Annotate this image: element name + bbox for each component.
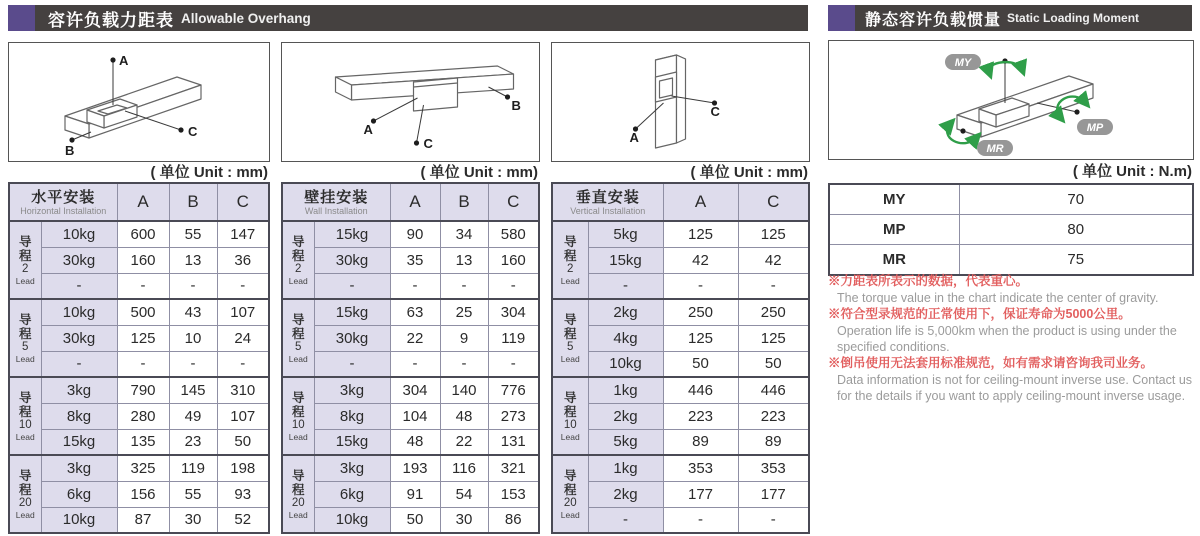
table-row: [9, 351, 269, 377]
load-cell: -: [314, 351, 390, 377]
lead-group-label: 导 程 5 Lead: [9, 299, 41, 377]
rail-isometric-drawing: [282, 43, 539, 161]
value-cell: 22: [390, 325, 440, 351]
table-row: [9, 429, 269, 455]
load-cell: 2kg: [588, 299, 663, 325]
rail-moment-drawing: [829, 41, 1193, 159]
load-cell: 30kg: [314, 247, 390, 273]
value-cell: 131: [488, 429, 539, 455]
table-row: [552, 273, 809, 299]
value-cell: 50: [217, 429, 269, 455]
moment-label: MR: [829, 245, 959, 276]
unit-label-mm: ( 单位 Unit : mm): [150, 164, 268, 181]
value-cell: 125: [117, 325, 169, 351]
value-cell: 140: [440, 377, 488, 403]
table-row: [282, 403, 539, 429]
value-cell: 223: [738, 403, 809, 429]
table-row: [552, 377, 809, 403]
value-cell: 304: [488, 299, 539, 325]
lead-group-label: 导 程 2 Lead: [9, 221, 41, 299]
load-cell: -: [41, 273, 117, 299]
load-cell: -: [588, 507, 663, 533]
value-cell: 790: [117, 377, 169, 403]
load-cell: 6kg: [41, 481, 117, 507]
table-row: [9, 455, 269, 481]
unit-label-mm: ( 单位 Unit : mm): [690, 164, 808, 181]
table-row: [282, 221, 539, 247]
table-row: [829, 184, 1193, 215]
table-row: [282, 481, 539, 507]
value-cell: 42: [663, 247, 738, 273]
load-cell: -: [588, 273, 663, 299]
load-cell: 15kg: [314, 429, 390, 455]
load-cell: 15kg: [314, 299, 390, 325]
value-cell: 30: [169, 507, 217, 533]
value-cell: 325: [117, 455, 169, 481]
value-cell: 107: [217, 299, 269, 325]
value-cell: 22: [440, 429, 488, 455]
lead-group-label: 导 程 20 Lead: [282, 455, 314, 533]
value-cell: 580: [488, 221, 539, 247]
value-cell: 87: [117, 507, 169, 533]
value-cell: 156: [117, 481, 169, 507]
load-cell: 10kg: [41, 299, 117, 325]
load-cell: 4kg: [588, 325, 663, 351]
rail-isometric-drawing: [552, 43, 809, 161]
note-zh: ※符合型录规范的正常使用下，保证寿命为5000公里。: [828, 307, 1131, 321]
value-cell: 63: [390, 299, 440, 325]
table-row: [9, 403, 269, 429]
value-cell: 198: [217, 455, 269, 481]
point-label-c: C: [710, 104, 720, 119]
value-cell: -: [440, 351, 488, 377]
horizontal-installation-table: [8, 182, 270, 534]
column-header-a: A: [390, 183, 440, 221]
value-cell: 107: [217, 403, 269, 429]
lead-group-label: 导 程 20 Lead: [552, 455, 588, 533]
lead-group-label: 导 程 2 Lead: [552, 221, 588, 299]
note-item: [828, 306, 1200, 355]
value-cell: 36: [217, 247, 269, 273]
value-cell: -: [169, 351, 217, 377]
value-cell: 250: [738, 299, 809, 325]
lead-group-label: 导 程 5 Lead: [282, 299, 314, 377]
table-row: [9, 377, 269, 403]
value-cell: 353: [738, 455, 809, 481]
value-cell: 54: [440, 481, 488, 507]
table-row: [552, 507, 809, 533]
table-row: [829, 245, 1193, 276]
value-cell: -: [663, 507, 738, 533]
point-label-b: B: [65, 143, 75, 158]
note-en: Data information is not for ceiling-mount inverse use. Contact us for the details if you want to apply ceiling-mount inverse usage.: [837, 373, 1193, 403]
value-cell: 104: [390, 403, 440, 429]
load-cell: 2kg: [588, 481, 663, 507]
installation-header: 垂直安装 Vertical Installation: [552, 183, 663, 221]
value-cell: 25: [440, 299, 488, 325]
value-cell: 89: [663, 429, 738, 455]
table-row: [282, 351, 539, 377]
note-zh: ※倒吊使用无法套用标准规范，如有需求请咨询我司业务。: [828, 356, 1154, 370]
value-cell: 177: [738, 481, 809, 507]
table-row: [282, 429, 539, 455]
value-cell: -: [738, 507, 809, 533]
value-cell: 304: [390, 377, 440, 403]
load-cell: 30kg: [314, 325, 390, 351]
value-cell: 446: [663, 377, 738, 403]
table-row: [282, 455, 539, 481]
value-cell: 34: [440, 221, 488, 247]
value-cell: 250: [663, 299, 738, 325]
table-row: [9, 299, 269, 325]
table-row: [282, 299, 539, 325]
value-cell: 23: [169, 429, 217, 455]
table-row: [282, 273, 539, 299]
value-cell: -: [440, 273, 488, 299]
value-cell: 9: [440, 325, 488, 351]
value-cell: 93: [217, 481, 269, 507]
table-row: [552, 221, 809, 247]
value-cell: 119: [169, 455, 217, 481]
mr-badge: MR: [986, 143, 1004, 155]
load-cell: 15kg: [314, 221, 390, 247]
value-cell: 125: [663, 325, 738, 351]
note-zh: ※力距表所表示的数据，代表重心。: [828, 274, 1029, 288]
table-row: [9, 481, 269, 507]
moment-value: 80: [959, 215, 1193, 245]
table-row: [552, 247, 809, 273]
load-cell: 30kg: [41, 325, 117, 351]
value-cell: 119: [488, 325, 539, 351]
mp-badge: MP: [1086, 122, 1104, 134]
value-cell: 91: [390, 481, 440, 507]
moment-value: 75: [959, 245, 1193, 276]
value-cell: -: [169, 273, 217, 299]
note-item: [828, 273, 1200, 306]
column-header-c: C: [488, 183, 539, 221]
value-cell: -: [488, 351, 539, 377]
load-cell: 15kg: [588, 247, 663, 273]
value-cell: 48: [390, 429, 440, 455]
load-cell: 10kg: [41, 507, 117, 533]
value-cell: 153: [488, 481, 539, 507]
vertical-installation-table: [551, 182, 810, 534]
table-row: [829, 215, 1193, 245]
note-item: [828, 355, 1200, 404]
column-header-c: C: [217, 183, 269, 221]
moment-label: MP: [829, 215, 959, 245]
value-cell: 125: [738, 325, 809, 351]
lead-group-label: 导 程 10 Lead: [552, 377, 588, 455]
load-cell: 1kg: [588, 377, 663, 403]
lead-group-label: 导 程 2 Lead: [282, 221, 314, 299]
value-cell: 223: [663, 403, 738, 429]
value-cell: 353: [663, 455, 738, 481]
wall-installation-diagram: [281, 42, 540, 162]
load-cell: 1kg: [588, 455, 663, 481]
value-cell: 55: [169, 481, 217, 507]
load-cell: 6kg: [314, 481, 390, 507]
table-row: [282, 507, 539, 533]
value-cell: 776: [488, 377, 539, 403]
value-cell: 160: [117, 247, 169, 273]
value-cell: -: [117, 273, 169, 299]
value-cell: 193: [390, 455, 440, 481]
value-cell: 55: [169, 221, 217, 247]
lead-group-label: 导 程 10 Lead: [282, 377, 314, 455]
point-label-c: C: [423, 136, 433, 151]
table-row: [9, 247, 269, 273]
table-row: [552, 299, 809, 325]
value-cell: 160: [488, 247, 539, 273]
value-cell: 280: [117, 403, 169, 429]
load-cell: 2kg: [588, 403, 663, 429]
value-cell: 125: [738, 221, 809, 247]
value-cell: 48: [440, 403, 488, 429]
point-label-b: B: [511, 98, 521, 113]
load-cell: 5kg: [588, 429, 663, 455]
vertical-installation-diagram: [551, 42, 810, 162]
table-row: [552, 403, 809, 429]
static-moment-diagram: [828, 40, 1194, 160]
column-header-c: C: [738, 183, 809, 221]
point-label-a: A: [629, 130, 639, 145]
load-cell: 3kg: [41, 455, 117, 481]
value-cell: 446: [738, 377, 809, 403]
value-cell: 13: [440, 247, 488, 273]
column-header-a: A: [663, 183, 738, 221]
unit-label-nm: ( 单位 Unit : N.m): [1072, 163, 1192, 180]
value-cell: 500: [117, 299, 169, 325]
moment-label: MY: [829, 184, 959, 215]
value-cell: 125: [663, 221, 738, 247]
table-row: [552, 455, 809, 481]
section-header-allowable-overhang: [8, 5, 808, 31]
unit-label-mm: ( 单位 Unit : mm): [420, 164, 538, 181]
value-cell: 321: [488, 455, 539, 481]
load-cell: 3kg: [314, 455, 390, 481]
table-row: [552, 429, 809, 455]
value-cell: -: [488, 273, 539, 299]
value-cell: 13: [169, 247, 217, 273]
load-cell: 5kg: [588, 221, 663, 247]
column-header-a: A: [117, 183, 169, 221]
section-title-zh: 静态容许负载惯量: [865, 11, 1002, 29]
installation-header: 壁挂安装 Wall Installation: [282, 183, 390, 221]
value-cell: 90: [390, 221, 440, 247]
value-cell: 50: [738, 351, 809, 377]
load-cell: 10kg: [314, 507, 390, 533]
value-cell: 50: [663, 351, 738, 377]
rail-isometric-drawing: [9, 43, 269, 161]
note-en: Operation life is 5,000km when the product is using under the specified conditions.: [837, 324, 1177, 354]
value-cell: 52: [217, 507, 269, 533]
value-cell: 30: [440, 507, 488, 533]
value-cell: -: [390, 351, 440, 377]
load-cell: -: [314, 273, 390, 299]
table-row: [552, 481, 809, 507]
load-cell: 8kg: [314, 403, 390, 429]
table-row: [9, 507, 269, 533]
load-cell: 15kg: [41, 429, 117, 455]
wall-installation-table: [281, 182, 540, 534]
load-cell: 30kg: [41, 247, 117, 273]
value-cell: 147: [217, 221, 269, 247]
table-row: [552, 351, 809, 377]
value-cell: 89: [738, 429, 809, 455]
load-cell: 3kg: [41, 377, 117, 403]
value-cell: 135: [117, 429, 169, 455]
table-row: [9, 221, 269, 247]
value-cell: -: [738, 273, 809, 299]
value-cell: 10: [169, 325, 217, 351]
moment-value: 70: [959, 184, 1193, 215]
value-cell: 86: [488, 507, 539, 533]
point-label-a: A: [119, 53, 129, 68]
table-row: [552, 325, 809, 351]
value-cell: 273: [488, 403, 539, 429]
value-cell: 24: [217, 325, 269, 351]
value-cell: 145: [169, 377, 217, 403]
table-row: [9, 273, 269, 299]
load-cell: 10kg: [41, 221, 117, 247]
horizontal-installation-diagram: [8, 42, 270, 162]
column-header-b: B: [169, 183, 217, 221]
value-cell: 310: [217, 377, 269, 403]
section-header-static-loading-moment: [828, 5, 1192, 31]
column-header-b: B: [440, 183, 488, 221]
lead-group-label: 导 程 20 Lead: [9, 455, 41, 533]
value-cell: -: [217, 351, 269, 377]
value-cell: 50: [390, 507, 440, 533]
table-row: [282, 325, 539, 351]
value-cell: -: [390, 273, 440, 299]
value-cell: 42: [738, 247, 809, 273]
load-cell: 10kg: [588, 351, 663, 377]
value-cell: 49: [169, 403, 217, 429]
value-cell: -: [217, 273, 269, 299]
load-cell: -: [41, 351, 117, 377]
value-cell: 116: [440, 455, 488, 481]
lead-group-label: 导 程 5 Lead: [552, 299, 588, 377]
section-title-zh: 容许负载力距表: [48, 10, 174, 30]
lead-group-label: 导 程 10 Lead: [9, 377, 41, 455]
accent-square: [8, 5, 35, 31]
load-cell: 8kg: [41, 403, 117, 429]
note-en: The torque value in the chart indicate the center of gravity.: [837, 291, 1159, 305]
notes-block: [828, 273, 1200, 404]
my-badge: MY: [954, 57, 972, 69]
section-title-en: Static Loading Moment: [1007, 11, 1140, 25]
accent-square: [828, 5, 855, 31]
point-label-a: A: [363, 122, 373, 137]
value-cell: -: [663, 273, 738, 299]
load-cell: 3kg: [314, 377, 390, 403]
value-cell: 600: [117, 221, 169, 247]
static-moment-table: [828, 183, 1194, 276]
table-row: [9, 325, 269, 351]
value-cell: 177: [663, 481, 738, 507]
value-cell: 43: [169, 299, 217, 325]
value-cell: -: [117, 351, 169, 377]
table-row: [282, 377, 539, 403]
point-label-c: C: [188, 124, 198, 139]
installation-header: 水平安装 Horizontal Installation: [9, 183, 117, 221]
section-title-en: Allowable Overhang: [181, 10, 311, 26]
value-cell: 35: [390, 247, 440, 273]
table-row: [282, 247, 539, 273]
